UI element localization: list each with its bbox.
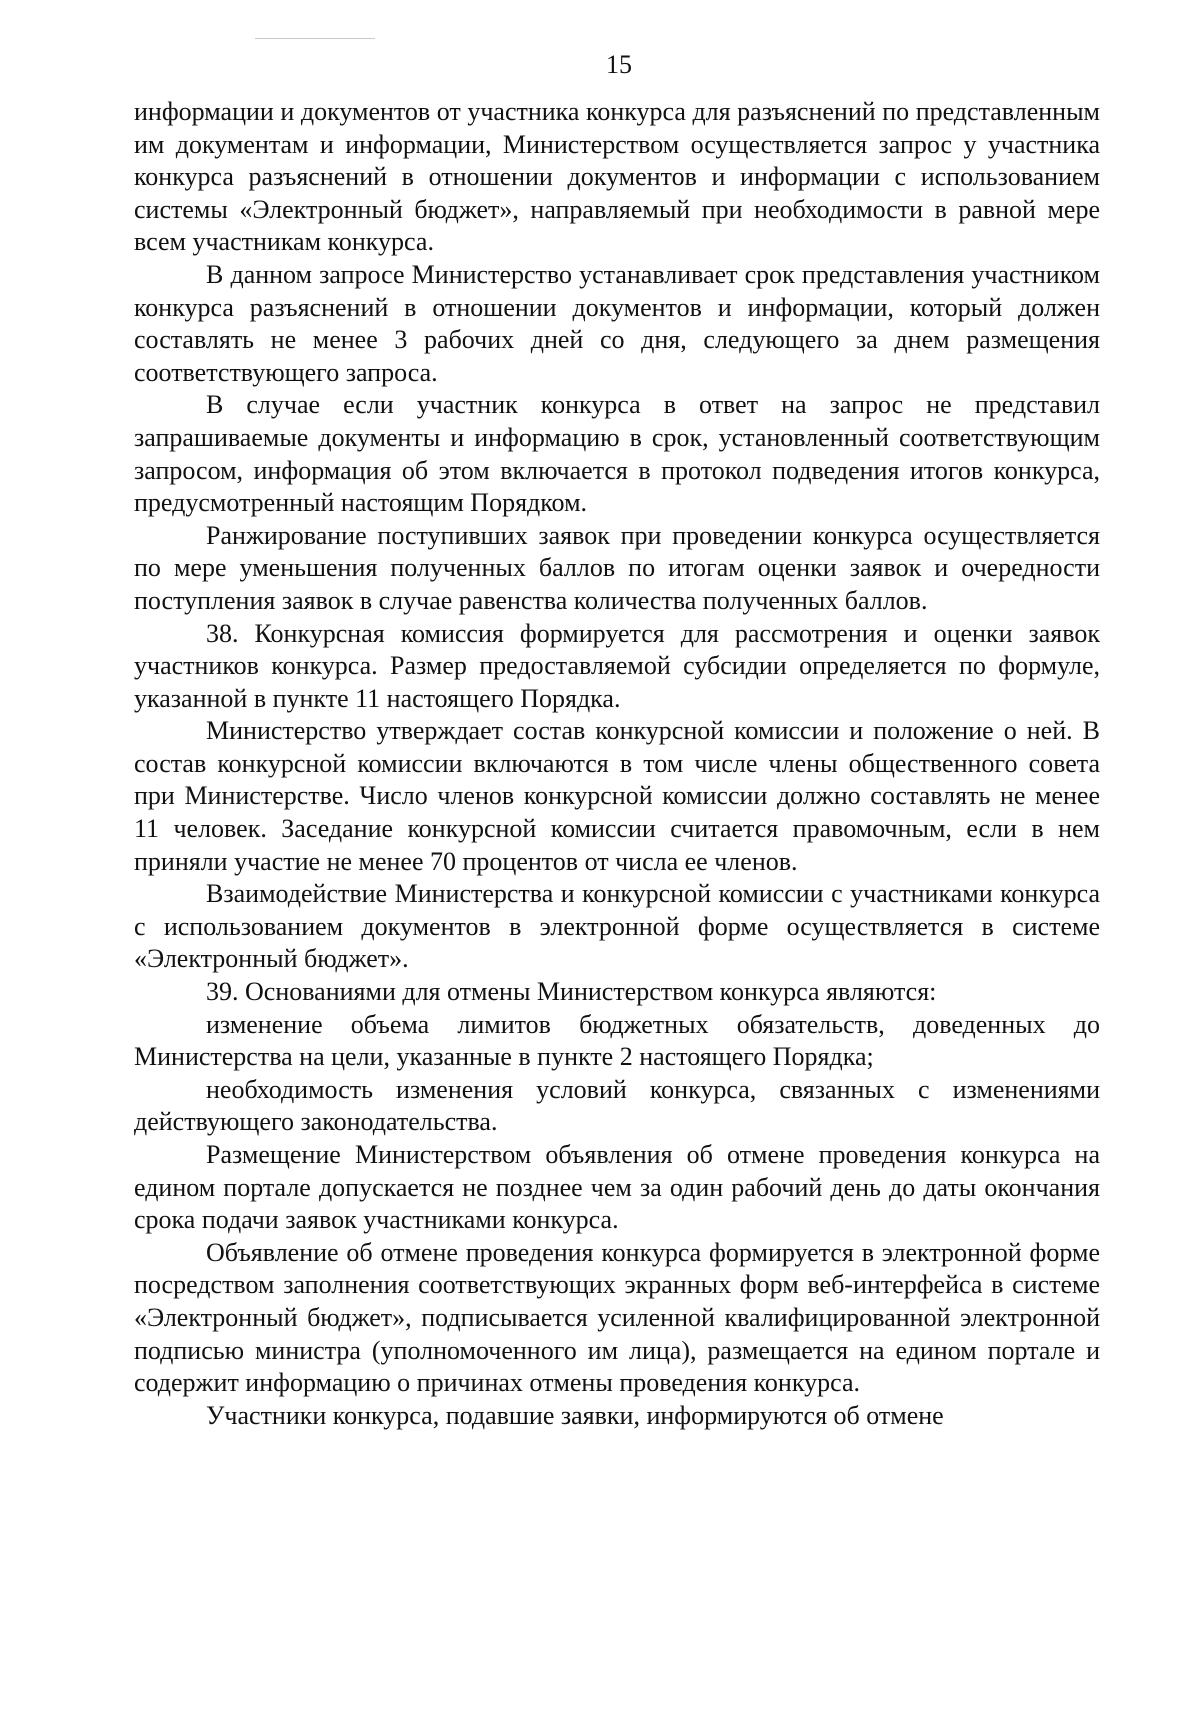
paragraph: В случае если участник конкурса в ответ на запрос не представил запрашиваемые документы и информацию в срок, установленный соответствующим запросом, информация об этом включается в протокол подведения итогов конкурса, предусмотренный настоящим Порядком. (134, 390, 1100, 518)
paragraph: 39. Основаниями для отмены Министерством конкурса являются: (206, 977, 937, 1007)
paragraph: изменение объема лимитов бюджетных обязательств, доведенных до Министерства на цели, указанные в пункте 2 настоящего Порядка; (134, 1009, 1100, 1072)
paragraph: Объявление об отмене проведения конкурса формируется в электронной форме посредством заполнения соответствующих экранных форм веб-интерфейса в системе «Электронный бюджет», подписывается усиленной квалифицированной электронной подписью министра (уполномоченного им лица), размещается на едином портале и содержит информацию о причинах отмены проведения конкурса. (134, 1237, 1100, 1398)
paragraph: В данном запросе Министерство устанавливает срок представления участником конкурса разъяснений в отношении документов и информации, который должен составлять не менее 3 рабочих дней со дня, следующего за днем размещения соответствующего запроса. (134, 259, 1100, 387)
paragraph: Размещение Министерством объявления об отмене проведения конкурса на едином портале допускается не позднее чем за один рабочий день до даты окончания срока подачи заявок участниками конкурса. (134, 1140, 1100, 1235)
paragraph: 38. Конкурсная комиссия формируется для рассмотрения и оценки заявок участников конкурса. Размер предоставляемой субсидии определяется по формуле, указанной в пункте 11 настоящего Порядка. (134, 618, 1100, 713)
paragraph: информации и документов от участника конкурса для разъяснений по представленным им документам и информации, Министерством осуществляется запрос у участника конкурса разъяснений в отношении документов и информации с использованием системы «Электронный бюджет», направляемый при необходимости в равной мере всем участникам конкурса. (134, 97, 1100, 257)
paragraph: Министерство утверждает состав конкурсной комиссии и положение о ней. В состав конкурсной комиссии включаются в том числе члены общественного совета при Министерстве. Число членов конкурсной комиссии должно составлять не менее 11 человек. Заседание конкурсной комиссии считается правомочным, если в нем приняли участие не менее 70 процентов от числа ее членов. (134, 716, 1100, 876)
page-number: 15 (606, 50, 632, 79)
paragraph: Взаимодействие Министерства и конкурсной комиссии с участниками конкурса с использованием документов в электронной форме осуществляется в системе «Электронный бюджет». (134, 879, 1100, 974)
scan-artifact (255, 38, 375, 39)
document-body (134, 96, 1100, 1432)
paragraph: Участники конкурса, подавшие заявки, информируются об отмене (206, 1400, 944, 1430)
paragraph: необходимость изменения условий конкурса, связанных с изменениями действующего законодательства. (134, 1074, 1100, 1137)
paragraph: Ранжирование поступивших заявок при проведении конкурса осуществляется по мере уменьшения полученных баллов по итогам оценки заявок и очередности поступления заявок в случае равенства количества полученных баллов. (134, 520, 1100, 615)
